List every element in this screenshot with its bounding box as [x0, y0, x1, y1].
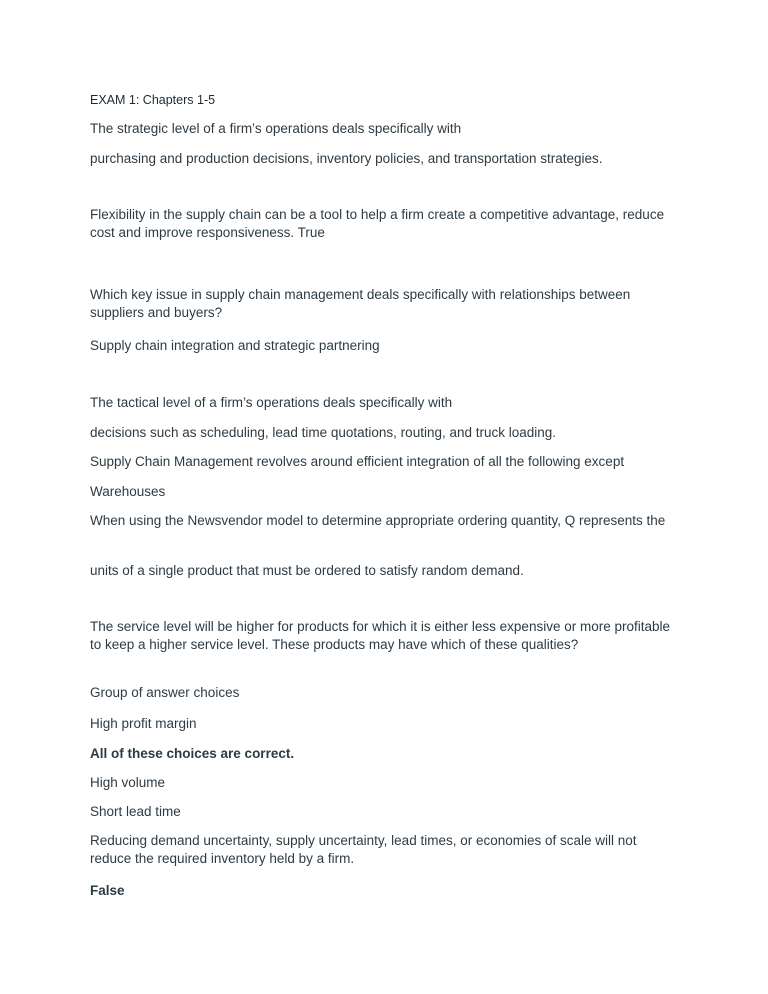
answer-6: units of a single product that must be ordered to satisfy random demand. — [90, 563, 524, 578]
question-6: When using the Newsvendor model to determine appropriate ordering quantity, Q represents the — [90, 513, 666, 528]
question-8: Reducing demand uncertainty, supply uncertainty, lead times, or economies of scale will not reduce the required inventory held by a firm. — [90, 833, 637, 866]
answer-3: Supply chain integration and strategic partnering — [90, 338, 380, 353]
question-3: Which key issue in supply chain management deals specifically with relationships between suppliers and buyers? — [90, 287, 631, 320]
question-2: Flexibility in the supply chain can be a tool to help a firm create a competitive advantage, reduce cost and improve responsiveness. True — [90, 207, 665, 240]
answer-5: Warehouses — [90, 484, 166, 499]
answer-4: decisions such as scheduling, lead time quotations, routing, and truck loading. — [90, 425, 557, 440]
question-4: The tactical level of a firm’s operations deals specifically with — [90, 395, 453, 410]
choice-high-profit-margin: High profit margin — [90, 716, 197, 731]
question-7: The service level will be higher for products for which it is either less expensive or more profitable to keep a higher service level. These products may have which of these qualities? — [90, 619, 671, 652]
choice-short-lead-time: Short lead time — [90, 804, 181, 819]
choice-all-correct: All of these choices are correct. — [90, 746, 295, 761]
question-5: Supply Chain Management revolves around efficient integration of all the following except — [90, 454, 625, 469]
answer-8: False — [90, 883, 125, 898]
choice-high-volume: High volume — [90, 775, 166, 790]
question-1: The strategic level of a firm’s operations deals specifically with — [90, 121, 462, 136]
answer-1: purchasing and production decisions, inventory policies, and transportation strategies. — [90, 151, 603, 166]
choices-heading: Group of answer choices — [90, 685, 240, 700]
page-title: EXAM 1: Chapters 1-5 — [90, 93, 216, 107]
